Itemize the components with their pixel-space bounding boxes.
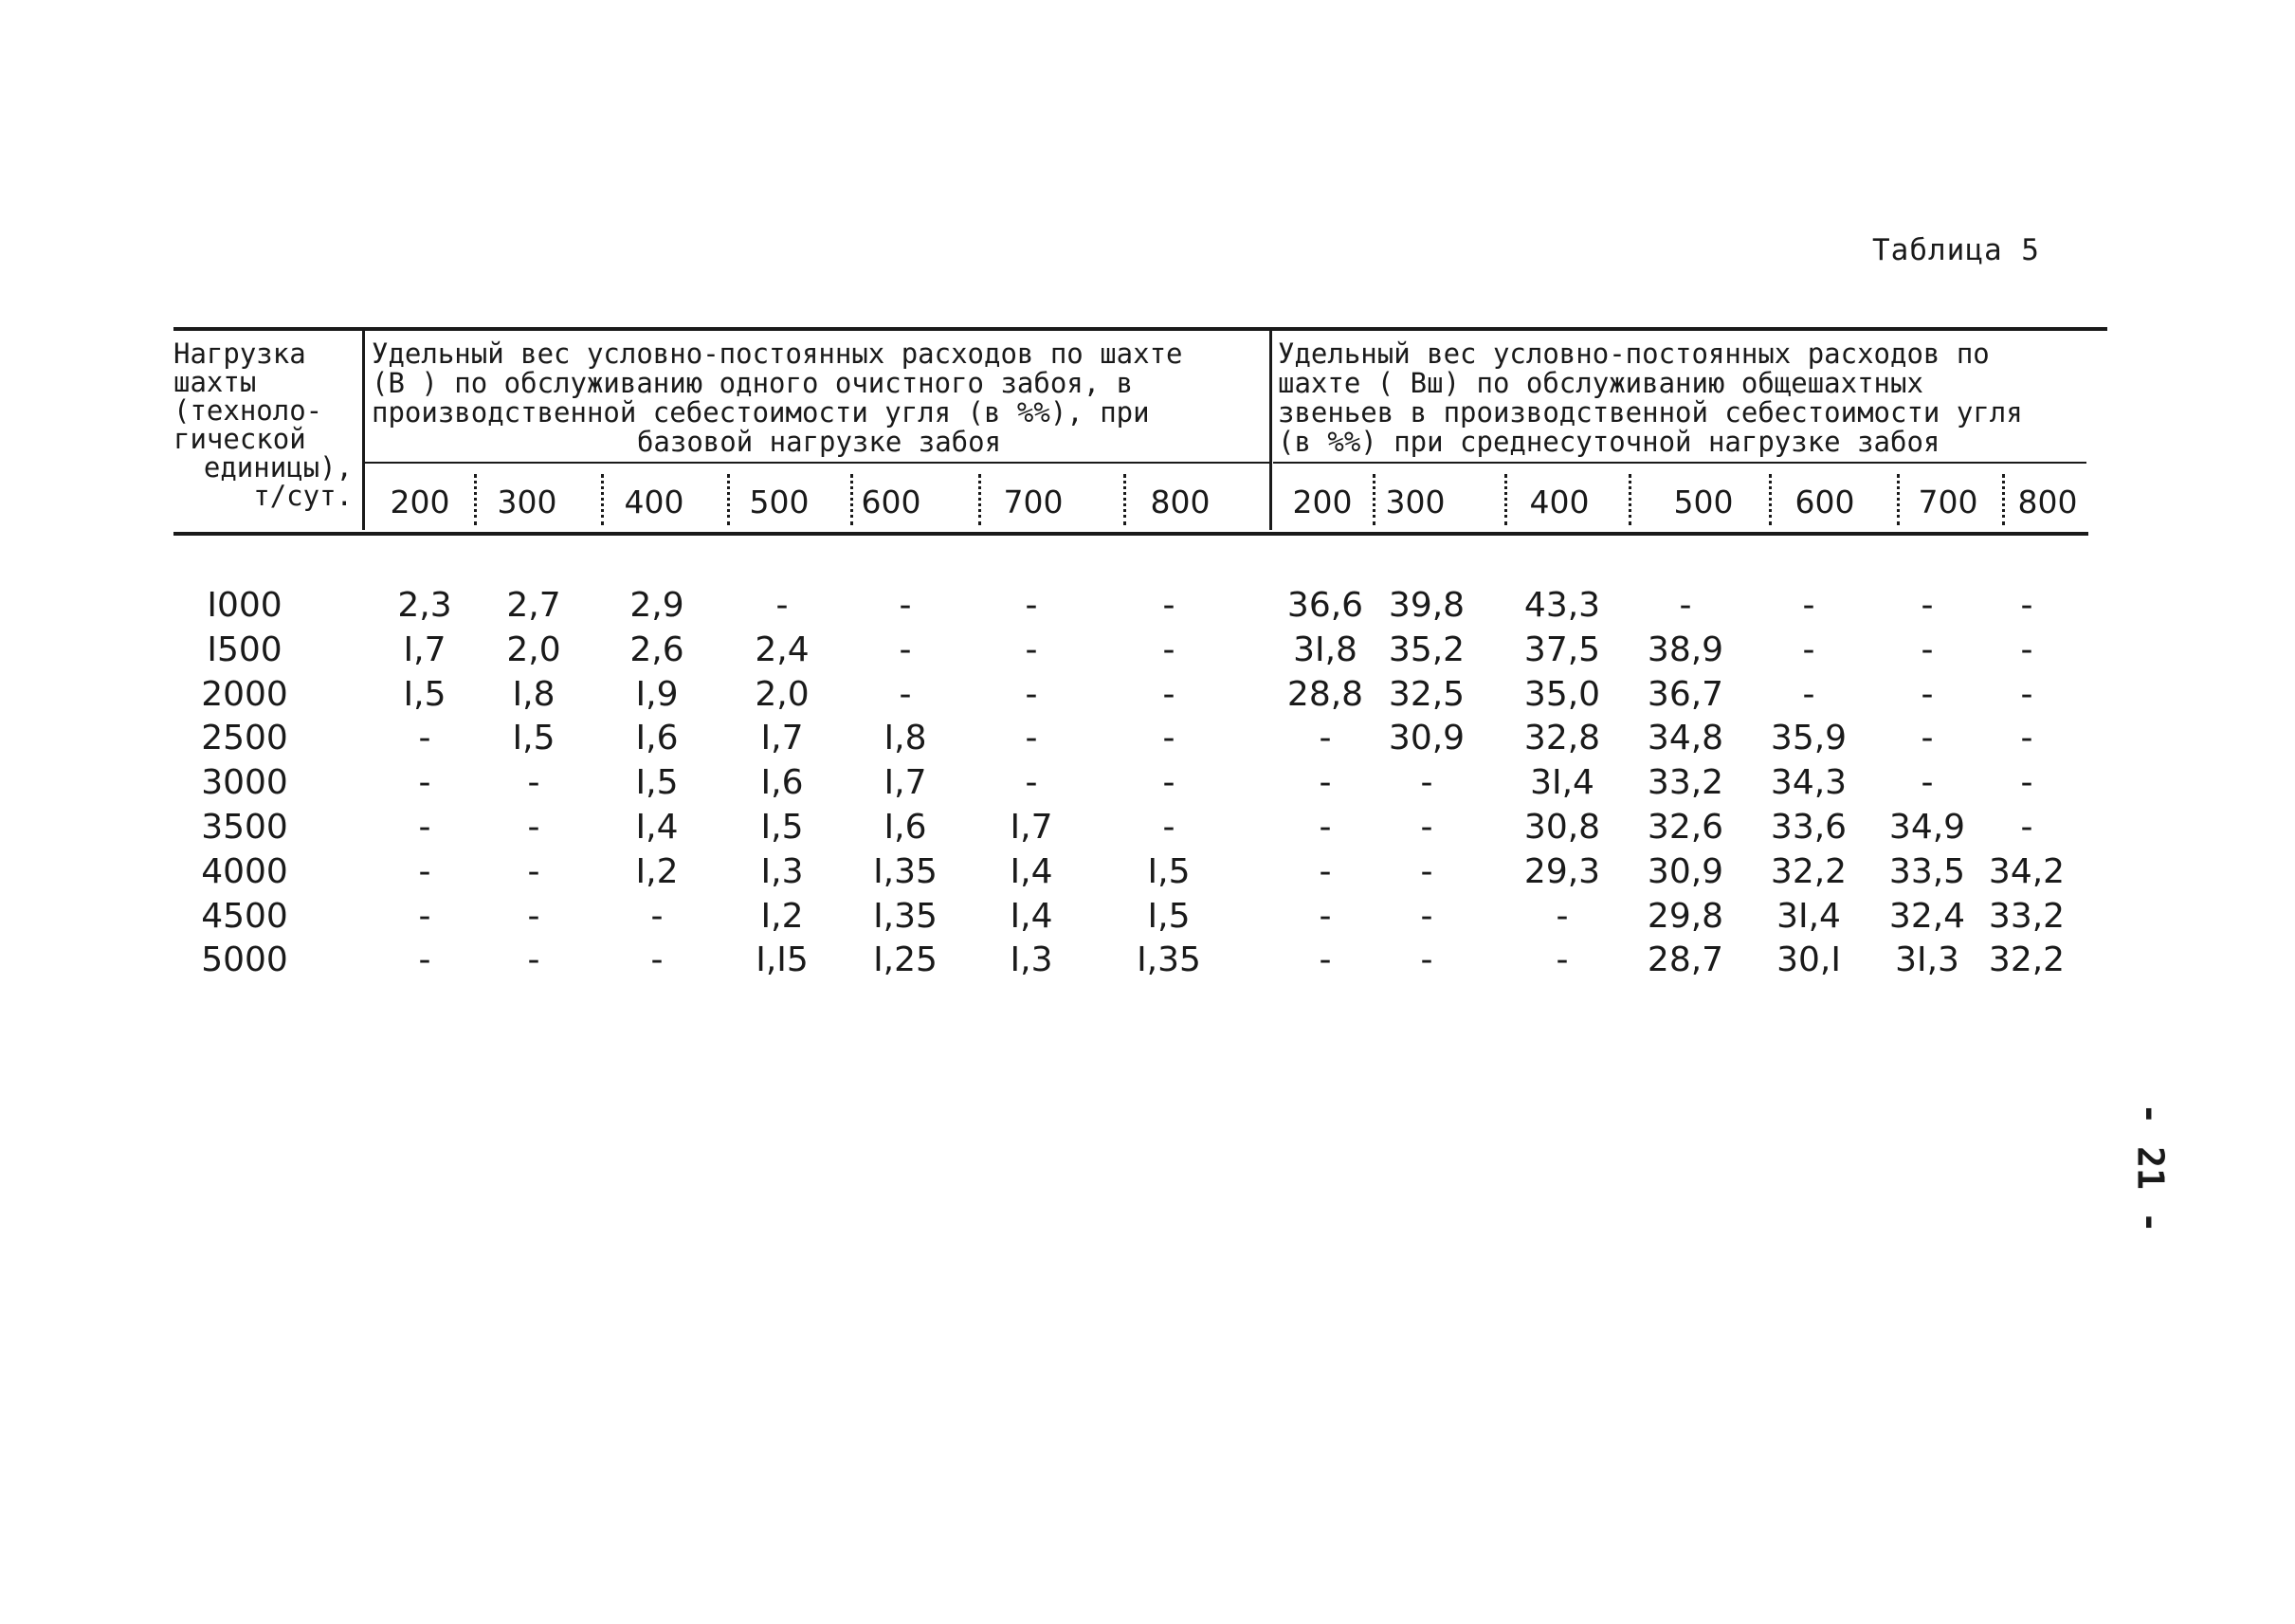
cell-group2: -	[1921, 719, 1934, 758]
table-row	[173, 586, 2107, 630]
cell-group1: -	[1162, 586, 1175, 625]
cell-group1: I,2	[635, 851, 679, 891]
cell-group1: I,5	[635, 763, 679, 803]
table-row	[173, 808, 2107, 851]
cell-group1: 2,3	[397, 586, 452, 625]
cell-group1: I,6	[635, 719, 679, 758]
group2-header-line: шахте ( Βш) по обслуживанию общешахтных	[1278, 367, 1923, 399]
cell-group2: 3I,4	[1776, 896, 1841, 936]
cell-group1: -	[1025, 719, 1038, 758]
cell-group1: -	[1025, 630, 1038, 669]
cell-group2: 33,5	[1888, 851, 1966, 891]
subcol-g1-500: 500	[749, 484, 810, 520]
cell-group1: I,3	[1010, 940, 1053, 980]
table-row	[173, 763, 2107, 807]
cell-load: 4000	[201, 851, 288, 891]
group1-header-line: Удельный вес условно-постоянных расходов по шахте	[372, 338, 1183, 370]
subcol-divider	[727, 474, 733, 525]
cell-group2: 34,8	[1647, 719, 1724, 758]
subcol-divider	[850, 474, 856, 525]
subcol-g2-200: 200	[1292, 484, 1353, 520]
cell-group1: -	[899, 674, 912, 714]
cell-group2: 3I,4	[1530, 763, 1594, 803]
subcol-g2-300: 300	[1385, 484, 1446, 520]
group2-header-line: (в %%) при среднесуточной нагрузке забоя	[1278, 426, 1940, 458]
cell-group1: -	[1162, 763, 1175, 803]
subcol-g2-600: 600	[1794, 484, 1855, 520]
cell-group1: -	[650, 940, 664, 980]
cell-group1: I,25	[873, 940, 938, 980]
cell-group2: 29,3	[1523, 851, 1601, 891]
cell-group1: I,I5	[756, 940, 809, 980]
cell-group2: 3I,3	[1895, 940, 1959, 980]
cell-group1: -	[527, 808, 540, 847]
cell-group2: 30,8	[1523, 808, 1601, 847]
cell-load: I500	[207, 630, 282, 669]
table-top-rule	[173, 327, 2107, 331]
cell-load: 3500	[201, 808, 288, 847]
cell-group2: -	[1319, 763, 1332, 803]
group1-header-line: базовой нагрузке забоя	[636, 426, 1002, 458]
row-label-line: шахты	[173, 366, 257, 398]
cell-group2: -	[1921, 586, 1934, 625]
subcol-divider	[1373, 474, 1378, 525]
cell-group1: -	[775, 586, 789, 625]
cell-group2: -	[1921, 763, 1934, 803]
row-label-line: Нагрузка	[173, 338, 306, 370]
cell-group2: -	[2020, 630, 2033, 669]
table-caption: Таблица 5	[1872, 233, 2040, 267]
cell-group1: -	[418, 808, 431, 847]
cell-load: 4500	[201, 896, 288, 936]
cell-group1: I,7	[403, 630, 446, 669]
group2-header-line: Удельный вес условно-постоянных расходов по	[1278, 338, 1990, 370]
subcol-divider	[601, 474, 607, 525]
cell-group1: -	[527, 851, 540, 891]
subcol-g2-800: 800	[2017, 484, 2078, 520]
cell-group1: I,35	[873, 851, 938, 891]
cell-group2: 32,5	[1388, 674, 1466, 714]
cell-group2: 37,5	[1523, 630, 1601, 669]
cell-group2: -	[1802, 674, 1815, 714]
row-label-header	[173, 339, 358, 510]
cell-group2: 35,2	[1388, 630, 1466, 669]
cell-group1: I,8	[883, 719, 927, 758]
subheader-rule-right	[1273, 462, 2086, 464]
cell-group2: 36,7	[1647, 674, 1724, 714]
subheader-rule-left	[365, 462, 1270, 464]
cell-group1: I,35	[873, 896, 938, 936]
row-label-line: гической	[173, 423, 306, 455]
cell-group1: I,5	[760, 808, 804, 847]
cell-group2: -	[1556, 896, 1569, 936]
cell-group1: 2,9	[629, 586, 684, 625]
cell-group1: I,5	[403, 674, 446, 714]
cell-group1: -	[1162, 674, 1175, 714]
subcol-g1-800: 800	[1150, 484, 1211, 520]
cell-group2: 30,I	[1776, 940, 1841, 980]
cell-group2: 34,2	[1988, 851, 2066, 891]
cell-group2: -	[1319, 940, 1332, 980]
cell-load: 2000	[201, 674, 288, 714]
subcol-divider	[474, 474, 480, 525]
cell-group1: I,3	[760, 851, 804, 891]
cell-group1: I,6	[760, 763, 804, 803]
table-row	[173, 675, 2107, 719]
cell-group2: 33,2	[1647, 763, 1724, 803]
cell-group2: 33,2	[1988, 896, 2066, 936]
cell-group1: I,4	[635, 808, 679, 847]
subcol-divider	[1629, 474, 1634, 525]
cell-group2: -	[1921, 630, 1934, 669]
cell-group2: -	[1420, 940, 1433, 980]
cell-group2: 3I,8	[1293, 630, 1357, 669]
cell-group2: 43,3	[1523, 586, 1601, 625]
cell-group1: I,9	[635, 674, 679, 714]
subcol-divider	[1504, 474, 1510, 525]
row-label-line: единицы),	[203, 451, 353, 484]
cell-group1: 2,7	[506, 586, 561, 625]
cell-group1: 2,6	[629, 630, 684, 669]
cell-group1: -	[1025, 586, 1038, 625]
subcol-divider	[978, 474, 984, 525]
cell-group1: -	[1025, 674, 1038, 714]
cell-group2: -	[1802, 630, 1815, 669]
cell-group2: 34,9	[1888, 808, 1966, 847]
table-row	[173, 940, 2107, 984]
cell-group2: 36,6	[1286, 586, 1364, 625]
cell-group1: -	[418, 763, 431, 803]
cell-group2: -	[1679, 586, 1692, 625]
cell-group2: -	[2020, 808, 2033, 847]
subcol-divider	[1897, 474, 1903, 525]
cell-load: I000	[207, 586, 282, 625]
cell-group1: -	[1162, 630, 1175, 669]
cell-group2: 29,8	[1647, 896, 1724, 936]
column-divider-2	[1269, 331, 1272, 530]
cell-group1: -	[1162, 808, 1175, 847]
cell-group1: -	[418, 719, 431, 758]
cell-group1: I,7	[760, 719, 804, 758]
cell-load: 3000	[201, 763, 288, 803]
group1-header	[372, 339, 1266, 457]
cell-group2: -	[1420, 896, 1433, 936]
cell-group1: 2,4	[755, 630, 810, 669]
cell-group2: -	[1802, 586, 1815, 625]
page-number: - 21 -	[2129, 1103, 2172, 1233]
cell-group1: I,7	[1010, 808, 1053, 847]
cell-group2: 33,6	[1770, 808, 1848, 847]
table-row	[173, 719, 2107, 762]
cell-group2: -	[1420, 851, 1433, 891]
cell-group1: I,8	[512, 674, 556, 714]
cell-group1: 2,0	[506, 630, 561, 669]
table-row	[173, 897, 2107, 940]
cell-group1: -	[527, 940, 540, 980]
subcol-divider	[1123, 474, 1129, 525]
cell-group2: 28,7	[1647, 940, 1724, 980]
cell-group1: -	[527, 896, 540, 936]
cell-group1: -	[650, 896, 664, 936]
cell-group1: I,6	[883, 808, 927, 847]
cell-group1: I,5	[1147, 896, 1191, 936]
group2-header	[1278, 339, 2093, 457]
cell-group2: -	[1921, 674, 1934, 714]
table-row	[173, 852, 2107, 896]
cell-group2: 32,4	[1888, 896, 1966, 936]
group1-header-line: производственной себестоимости угля (в %%), при	[372, 396, 1150, 429]
cell-group1: -	[1025, 763, 1038, 803]
cell-group2: 34,3	[1770, 763, 1848, 803]
subcol-g2-400: 400	[1529, 484, 1590, 520]
cell-group1: I,7	[883, 763, 927, 803]
subcol-g2-700: 700	[1918, 484, 1978, 520]
cell-group1: -	[418, 896, 431, 936]
cell-group2: 30,9	[1388, 719, 1466, 758]
cell-group1: I,5	[1147, 851, 1191, 891]
cell-group1: -	[418, 851, 431, 891]
cell-group2: 28,8	[1286, 674, 1364, 714]
cell-group2: 30,9	[1647, 851, 1724, 891]
subcol-g1-600: 600	[861, 484, 921, 520]
group1-header-line: (Β ) по обслуживанию одного очистного забоя, в	[372, 367, 1134, 399]
subcol-g2-500: 500	[1673, 484, 1734, 520]
cell-group2: 32,8	[1523, 719, 1601, 758]
cell-group1: -	[899, 586, 912, 625]
cell-group2: -	[1319, 896, 1332, 936]
subcol-g1-700: 700	[1003, 484, 1064, 520]
cell-load: 2500	[201, 719, 288, 758]
cell-group1: I,4	[1010, 851, 1053, 891]
cell-group1: -	[899, 630, 912, 669]
subcol-divider	[2002, 474, 2008, 525]
cell-group2: -	[1319, 851, 1332, 891]
header-bottom-rule	[173, 532, 2088, 536]
table-row	[173, 630, 2107, 674]
cell-group2: -	[1420, 763, 1433, 803]
cell-group2: -	[2020, 674, 2033, 714]
cell-group2: 32,2	[1770, 851, 1848, 891]
cell-group2: -	[2020, 719, 2033, 758]
column-divider-1	[362, 331, 365, 530]
cell-group2: 35,0	[1523, 674, 1601, 714]
cell-group2: -	[2020, 586, 2033, 625]
cell-group2: 35,9	[1770, 719, 1848, 758]
cell-group2: -	[1420, 808, 1433, 847]
cell-group1: -	[1162, 719, 1175, 758]
cell-group2: -	[1319, 808, 1332, 847]
subcol-g1-300: 300	[497, 484, 557, 520]
subcol-divider	[1769, 474, 1775, 525]
cell-group2: 38,9	[1647, 630, 1724, 669]
subcol-g1-200: 200	[390, 484, 450, 520]
cell-load: 5000	[201, 940, 288, 980]
cell-group1: I,2	[760, 896, 804, 936]
cell-group2: 32,6	[1647, 808, 1724, 847]
cell-group1: I,5	[512, 719, 556, 758]
subcol-g1-400: 400	[624, 484, 684, 520]
row-label-line: т/сут.	[253, 480, 353, 512]
cell-group2: -	[1319, 719, 1332, 758]
cell-group1: I,4	[1010, 896, 1053, 936]
cell-group2: -	[1556, 940, 1569, 980]
cell-group1: -	[418, 940, 431, 980]
row-label-line: (техноло-	[173, 394, 323, 427]
cell-group1: -	[527, 763, 540, 803]
group2-header-line: звеньев в производственной себестоимости угля	[1278, 396, 2023, 429]
cell-group1: 2,0	[755, 674, 810, 714]
cell-group2: -	[2020, 763, 2033, 803]
cell-group2: 32,2	[1988, 940, 2066, 980]
cell-group2: 39,8	[1388, 586, 1466, 625]
cell-group1: I,35	[1137, 940, 1201, 980]
